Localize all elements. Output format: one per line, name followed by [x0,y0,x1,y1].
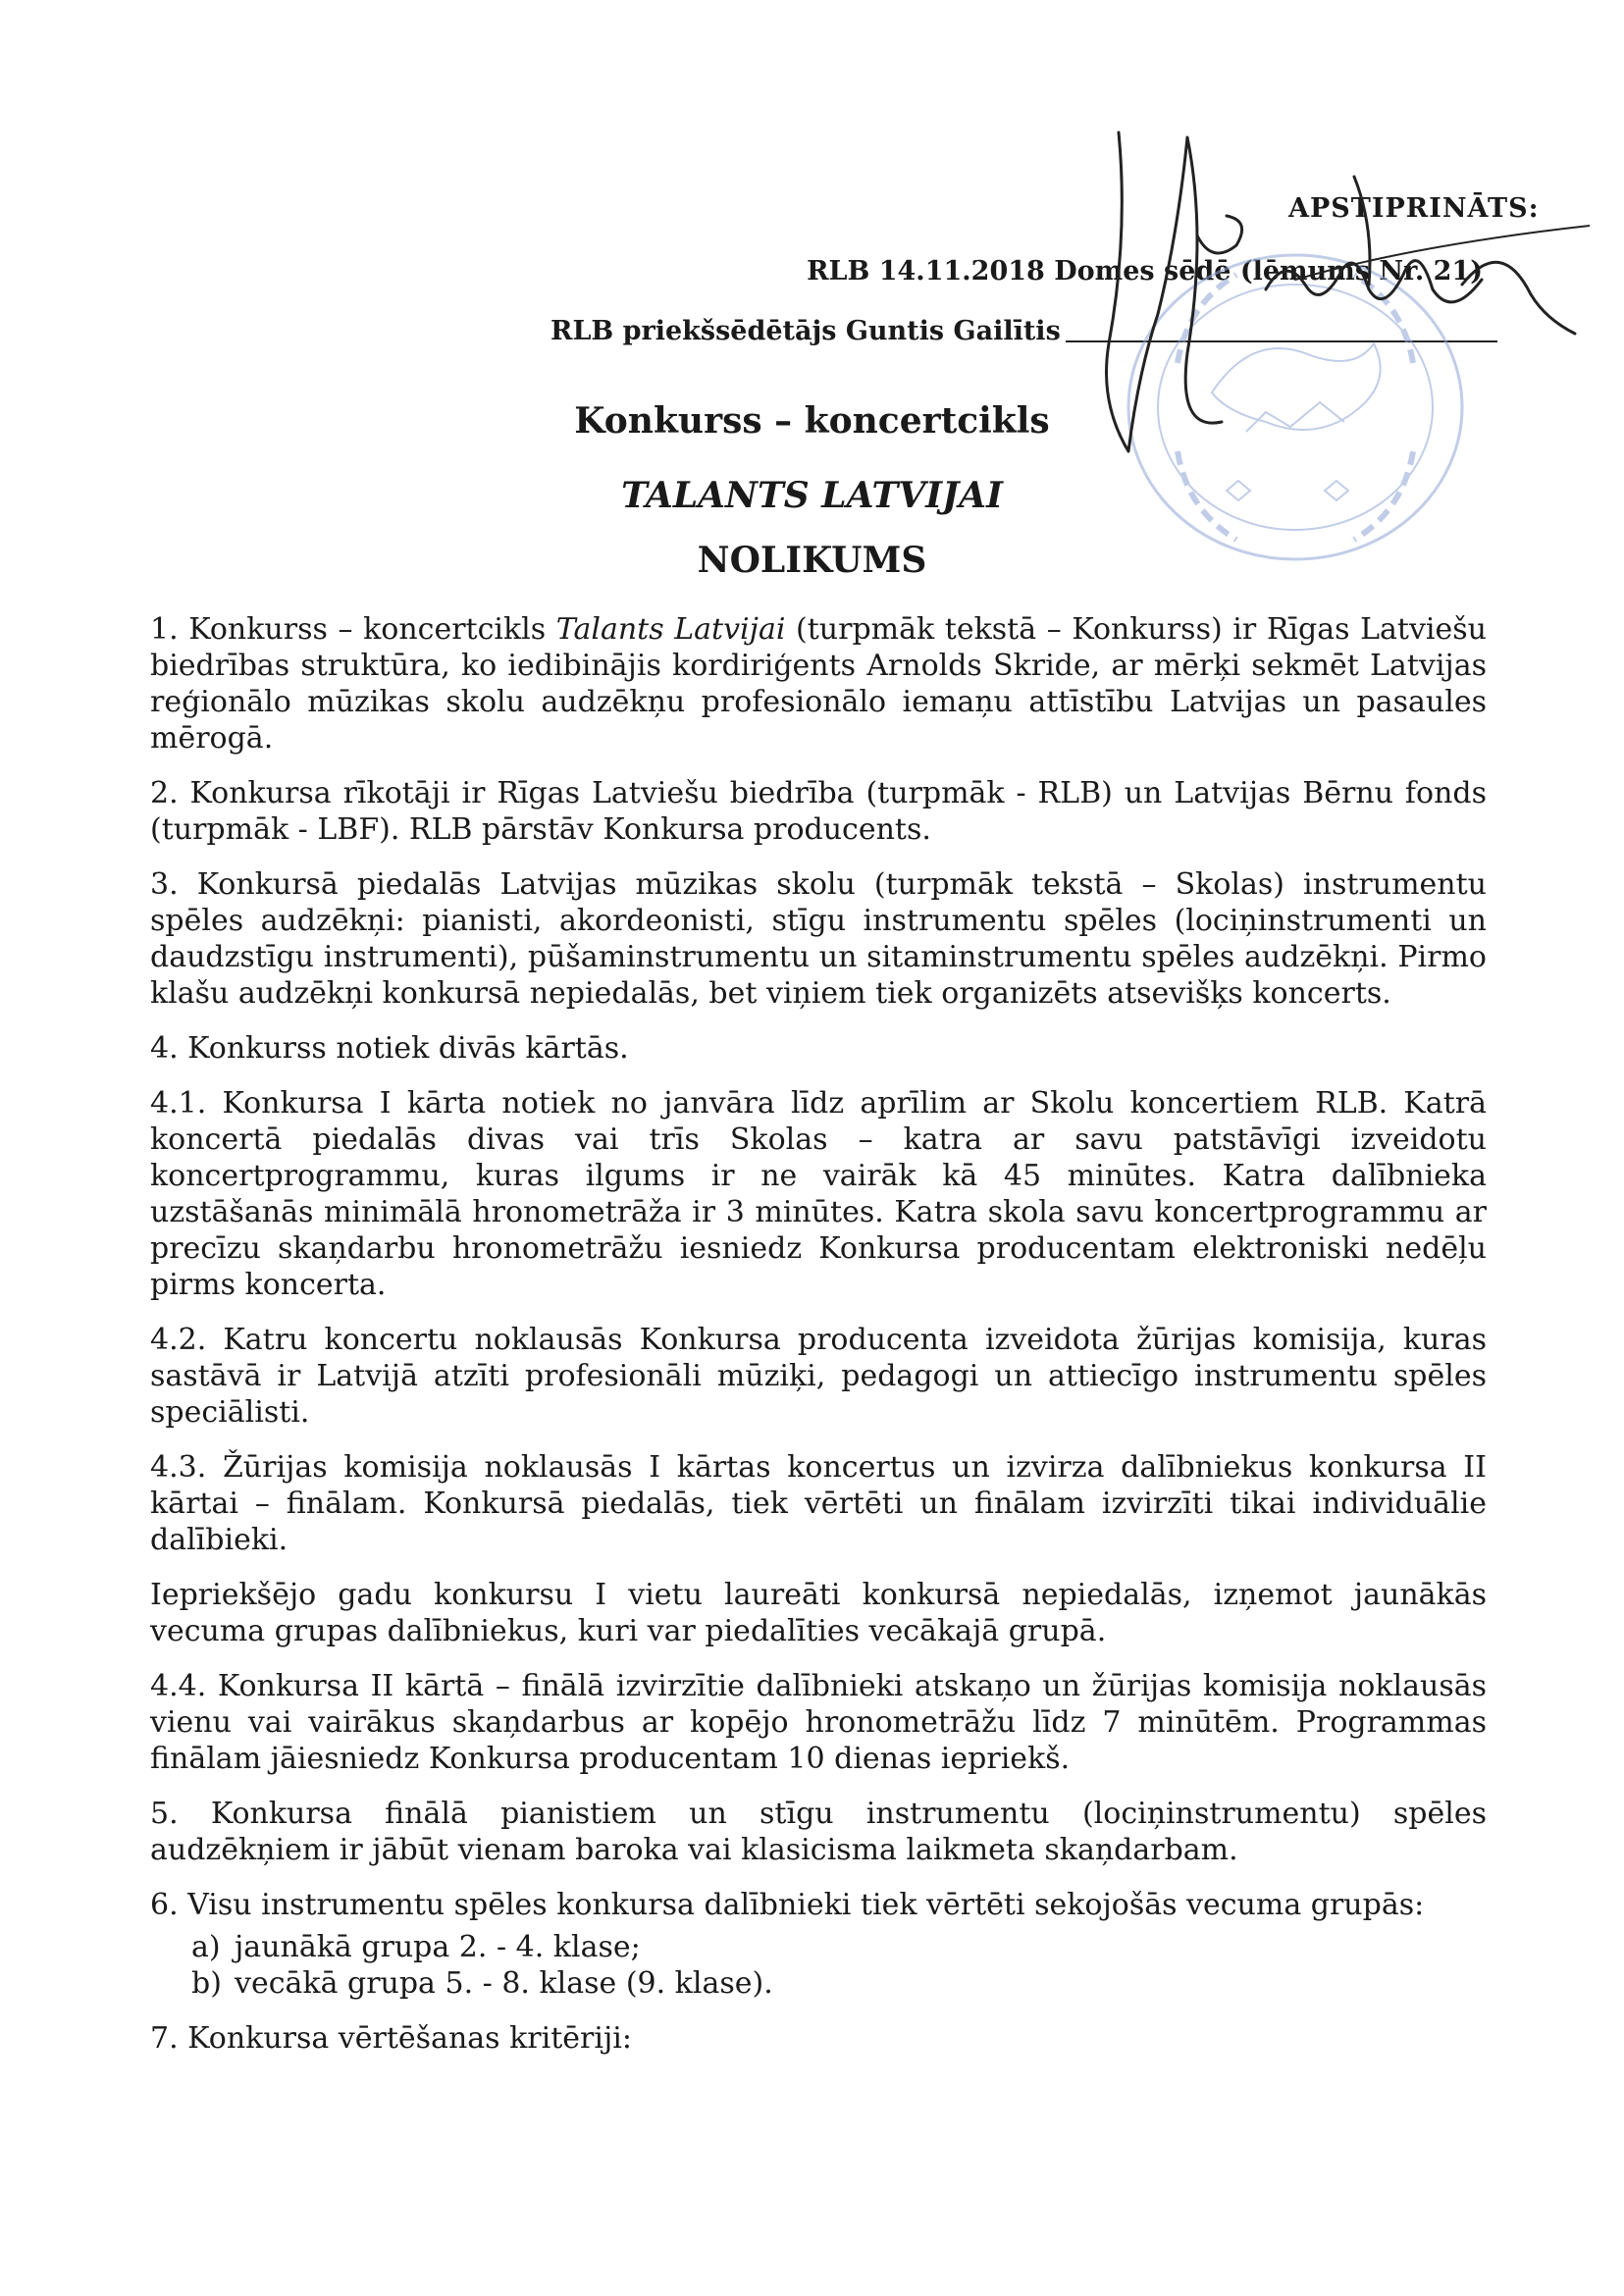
paragraph-3: 3. Konkursā piedalās Latvijas mūzikas skolu (turpmāk tekstā – Skolas) instrumentu spēles audzēkņi: pianisti, akordeonisti, stīgu instrumentu spēles (lociņinstrumenti un daudzstīgu instrumenti), pūšaminstrumentu un sitaminstrumentu spēles audzēkņi. Pirmo klašu audzēkņi konkursā nepiedalās, bet viņiem tiek organizēts atsevišķs koncerts. [150,867,1487,1011]
paragraph-1: 1. Konkurss – koncertcikls Talants Latvijai (turpmāk tekstā – Konkurss) ir Rīgas Latviešu biedrības struktūra, ko iedibinājis kordiriģents Arnolds Skride, ar mērķi sekmēt Latvijas reģionālo mūzikas skolu audzēkņu profesionālo iemaņu attīstību Latvijas un pasaules mērogā. [150,612,1487,756]
list-item: b) vecākā grupa 5. - 8. klase (9. klase). [191,1966,773,2001]
list-item: a) jaunākā grupa 2. - 4. klase; [191,1930,641,1964]
chair-name: RLB priekšsēdētājs Guntis Gailītis [550,316,1061,346]
meeting-reference: RLB 14.11.2018 Domes sēdē (lēmums Nr. 21) [807,256,1483,287]
paragraph-4-2: 4.2. Katru koncertu noklausās Konkursa producenta izveidota žūrijas komisija, kuras sastāvā ir Latvijā atzīti profesionāli mūziķi, pedagogi un attiecīgo instrumentu spēles speciālisti. [150,1323,1487,1430]
paragraph-4-3: 4.3. Žūrijas komisija noklausās I kārtas koncertus un izvirza dalībniekus konkursa II kārtai – finālam. Konkursā piedalās, tiek vērtēti un finālam izvirzīti tikai individuālie dalībieki. [150,1450,1487,1557]
document-body [150,611,1487,2075]
paragraph-4-4: 4.4. Konkursa II kārtā – finālā izvirzītie dalībnieki atskaņo un žūrijas komisija noklausās vienu vai vairākus skaņdarbus ar kopējo hronometrāžu līdz 7 minūtēm. Programmas finālam jāiesniedz Konkursa producentam 10 dienas iepriekš. [150,1669,1487,1776]
paragraph-5: 5. Konkursa finālā pianistiem un stīgu instrumentu (lociņinstrumentu) spēles audzēkņiem ir jābūt vienam baroka vai klasicisma laikmeta skaņdarbam. [150,1797,1487,1867]
paragraph-4-1: 4.1. Konkursa I kārta notiek no janvāra līdz aprīlim ar Skolu koncertiem RLB. Katrā koncertā piedalās divas vai trīs Skolas – katra ar savu patstāvīgi izveidotu koncertprogrammu, kuras ilgums ir ne vairāk kā 45 minūtes. Katra dalībnieka uzstāšanās minimālā hronometrāža ir 3 minūtes. Katra skola savu koncertprogrammu ar precīzu skaņdarbu hronometrāžu iesniedz Konkursa producentam elektroniski nedēļu pirms koncerta. [150,1086,1487,1302]
paragraph-2: 2. Konkursa rīkotāji ir Rīgas Latviešu biedrība (turpmāk - RLB) un Latvijas Bērnu fonds (turpmāk - LBF). RLB pārstāv Konkursa producents. [150,776,1487,847]
paragraph-4: 4. Konkurss notiek divās kārtās. [150,1031,629,1066]
approval-label: APSTIPRINĀTS: [1288,193,1540,224]
document-type: NOLIKUMS [697,540,927,581]
competition-name: TALANTS LATVIJAI [621,475,1003,516]
document-title: Konkurss – koncertcikls [574,400,1050,442]
paragraph-7: 7. Konkursa vērtēšanas kritēriji: [150,2021,632,2056]
paragraph-6: 6. Visu instrumentu spēles konkursa dalībnieki tiek vērtēti sekojošās vecuma grupās: [150,1888,1425,1922]
competition-name-inline: Talants Latvijai [555,612,786,647]
age-group-list [150,1929,1487,2002]
paragraph-4-3-note: Iepriekšējo gadu konkursu I vietu laureāti konkursā nepiedalās, izņemot jaunākās vecuma grupas dalībniekus, kuri var piedalīties vecākajā grupā. [150,1578,1487,1648]
